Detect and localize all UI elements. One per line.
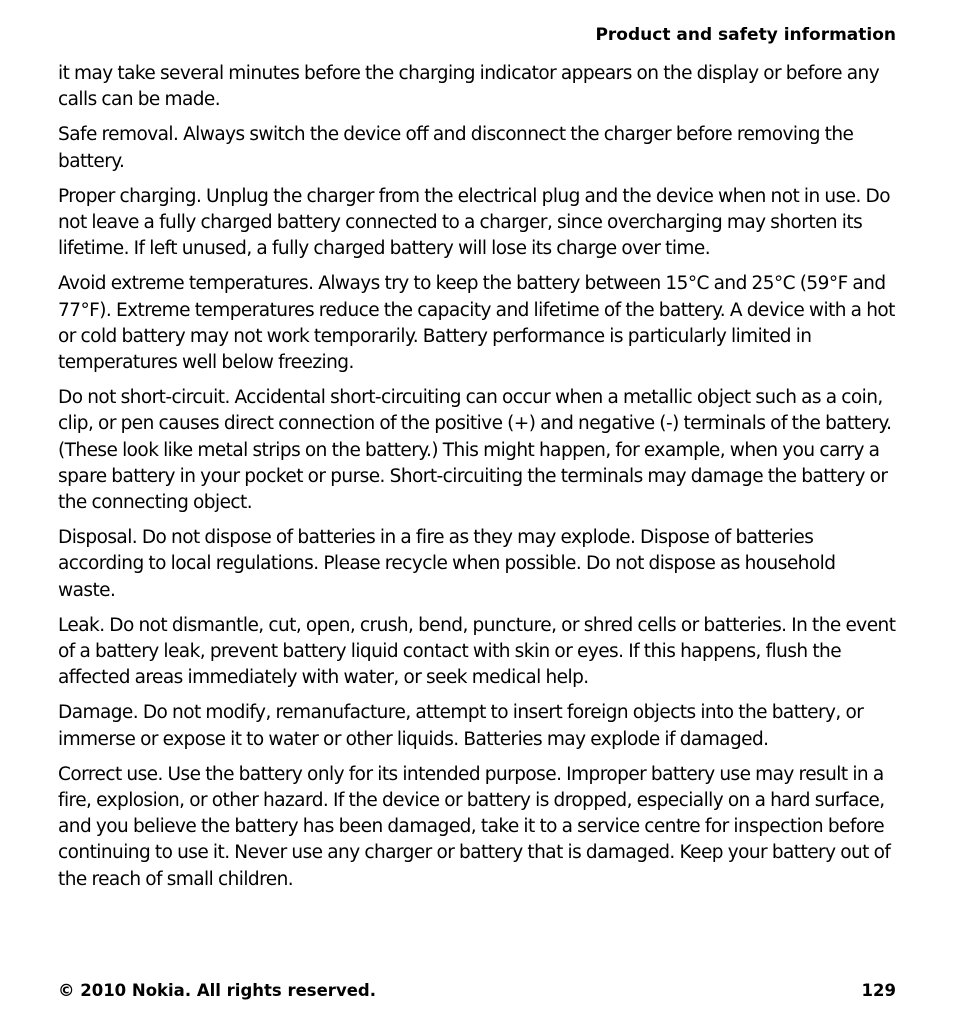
paragraph-proper-charging: Proper charging. Unplug the charger from the electrical plug and the device when not in use. Do not leave a fully charged battery connected to a charger, since overcharging may shorten its lifetime. If left unused, a fully charged battery will lose its charge over time. bbox=[58, 185, 891, 260]
page-number: 129 bbox=[861, 981, 896, 1000]
paragraph-damage: Damage. Do not modify, remanufacture, attempt to insert foreign objects into the battery, or immerse or expose it to water or other liquids. Batteries may explode if damaged. bbox=[58, 702, 864, 750]
paragraph-leak: Leak. Do not dismantle, cut, open, crush, bend, puncture, or shred cells or batteries. In the event of a battery leak, prevent battery liquid contact with skin or eyes. If this happens, flush the affected areas immediately with water, or seek medical help. bbox=[58, 614, 896, 689]
paragraph-disposal: Disposal. Do not dispose of batteries in a fire as they may explode. Dispose of batteries according to local regulations. Please recycle when possible. Do not dispose as household waste. bbox=[58, 527, 836, 601]
paragraph-extreme-temperatures: Avoid extreme temperatures. Always try to keep the battery between 15°C and 25°C (59°F and 77°F). Extreme temperatures reduce the capacity and lifetime of the battery. A device with a hot or cold battery may not work temporarily. Battery performance is particularly limited in temperatures well below freezing. bbox=[58, 273, 895, 374]
body-text bbox=[58, 61, 896, 902]
copyright-notice: © 2010 Nokia. All rights reserved. bbox=[58, 981, 376, 1000]
paragraph-short-circuit: Do not short-circuit. Accidental short-circuiting can occur when a metallic object such as a coin, clip, or pen causes direct connection of the positive (+) and negative (-) terminals of the battery. (These look like metal strips on the battery.) This might happen, for example, when you carry a spare battery in your pocket or purse. Short-circuiting the terminals may damage the battery or the connecting object. bbox=[58, 387, 892, 514]
paragraph-safe-removal: Safe removal. Always switch the device off and disconnect the charger before removing the battery. bbox=[58, 124, 854, 172]
document-page bbox=[58, 0, 896, 1036]
paragraph-charging-indicator: it may take several minutes before the charging indicator appears on the display or before any calls can be made. bbox=[58, 63, 880, 111]
running-header: Product and safety information bbox=[595, 25, 896, 45]
paragraph-correct-use: Correct use. Use the battery only for its intended purpose. Improper battery use may result in a fire, explosion, or other hazard. If the device or battery is dropped, especially on a hard surface, and you believe the battery has been damaged, take it to a service centre for inspection before continuing to use it. Never use any charger or battery that is damaged. Keep your battery out of the reach of small children. bbox=[58, 763, 891, 890]
